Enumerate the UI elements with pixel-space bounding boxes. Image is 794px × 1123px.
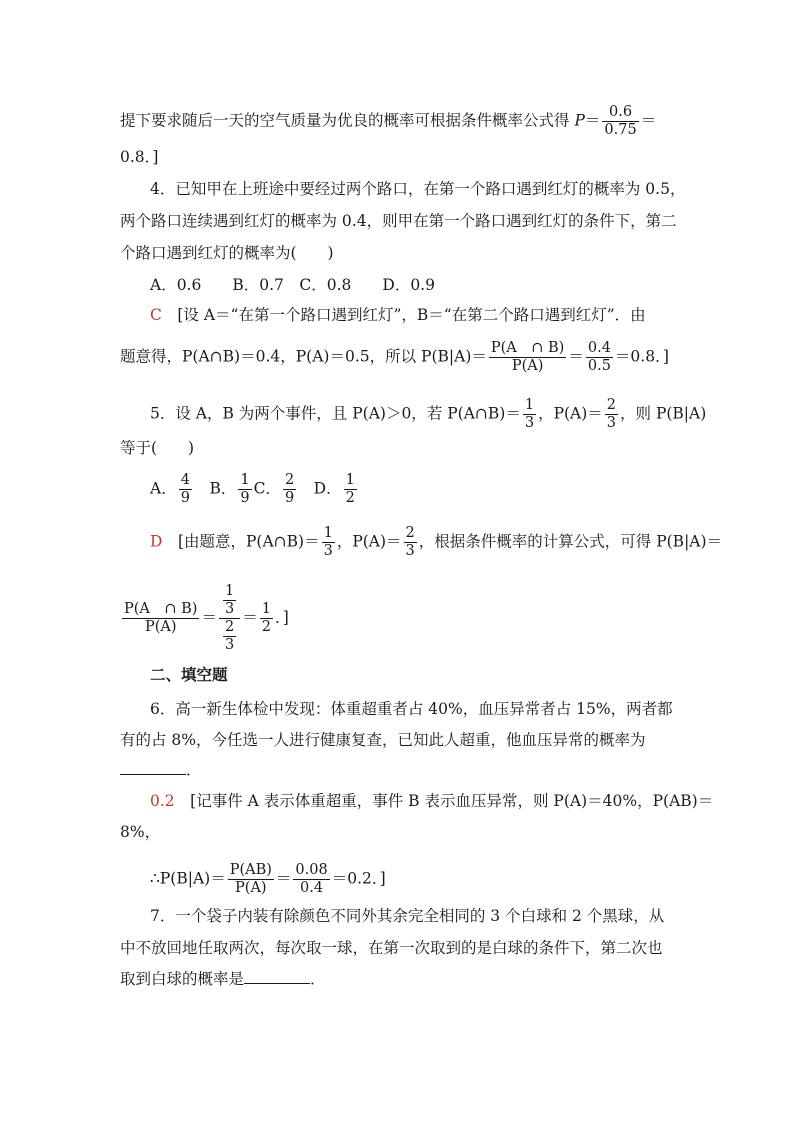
text: ，P(A)＝ [336,532,402,551]
denominator: 2 [261,619,271,635]
question-5-line-1 [150,397,706,432]
answer-blank [244,969,310,984]
numerator: 1 [240,472,250,488]
denominator: 0.75 [604,122,637,138]
fraction [260,601,273,636]
fraction [404,525,417,560]
text: [设 A＝“在第一个路口遇到红灯”，B＝“在第二个路口遇到红灯”．由 [161,306,646,324]
question-4-line-2: 两个路口连续遇到红灯的概率为 0.4，则甲在第一个路口遇到红灯的条件下，第二 [120,212,677,230]
numerator: 4 [180,472,190,488]
numerator [219,583,240,619]
text: 提下要求随后一天的空气质量为优良的概率可根据条件概率公式得 [120,111,570,130]
text: ＝0.8．] [614,347,669,366]
denominator: 9 [240,490,250,506]
fraction [605,397,618,432]
denominator: 9 [284,490,295,506]
numerator: 2 [284,472,295,488]
text: ＝0.2．] [331,869,386,888]
line-continuation [120,104,656,139]
denominator: 9 [180,490,190,506]
section-heading: 二、填空题 [150,665,228,684]
denominator: 3 [224,601,235,617]
equals: ＝ [201,608,217,627]
fraction [228,862,274,897]
fraction [293,862,329,897]
question-5-line-2: 等于( ) [120,439,195,457]
denominator: 3 [405,543,415,559]
text: ． [310,970,326,988]
denominator: 3 [606,415,617,431]
answer-blank [120,760,186,775]
var-p: P [574,111,585,130]
answer-letter: D [150,532,163,551]
answer-4-line-2 [120,340,669,375]
numerator: 2 [405,525,415,541]
option-a: A． [150,479,177,498]
text: ．] [274,608,289,627]
option-d: D． [298,479,342,498]
text: 取到白球的概率是 [120,970,245,988]
denominator: 0.4 [300,880,324,896]
fraction [586,340,613,375]
question-6-line-2: 有的占 8%，今任选一人进行健康复查，已知此人超重，他血压异常的概率为 [120,731,646,749]
question-7-line-2: 中不放回地任取两次，每次取一球，在第一次取到的是白球的条件下，第二次也 [120,939,663,957]
numerator: P(A ∩ B) [124,601,198,617]
equals: ＝ [242,608,258,627]
answer-letter: C [150,306,162,324]
answer-5-line-2 [120,583,289,654]
fraction [238,472,251,507]
complex-fraction [219,583,240,654]
numerator: 1 [261,601,271,617]
question-7-line-1: 7．一个袋子内装有除颜色不同外其余完全相同的 3 个白球和 2 个黑球，从 [150,907,665,925]
line-result: 0.8．] [120,148,159,166]
answer-4-line-1 [150,304,646,326]
question-4-options: A．0.6 B．0.7 C．0.8 D．0.9 [150,276,435,294]
denominator: 3 [323,543,333,559]
denominator [219,619,240,654]
text: ，P(A)＝ [538,404,603,423]
denominator: P(A) [235,880,267,896]
fraction [283,472,296,507]
equals: ＝ [568,347,584,366]
equals: ＝ [640,111,657,130]
question-4-line-1: 4．已知甲在上班途中要经过两个路口，在第一个路口遇到红灯的概率为 0.5， [150,180,686,198]
denominator: 3 [224,637,235,653]
denominator: P(A) [511,358,544,374]
answer-value: 0.2 [150,792,175,810]
answer-6-line-1 [150,790,713,812]
text: ∴P(B|A)＝ [150,869,226,888]
equals: ＝ [275,869,292,888]
fraction [344,472,357,507]
denominator: 2 [345,490,355,506]
equals: ＝ [584,111,601,130]
numerator: 1 [224,583,235,599]
answer-5-line-1 [150,525,722,560]
text: ，则 P(B|A) [620,404,707,423]
text: 题意得，P(A∩B)＝0.4，P(A)＝0.5，所以 P(B|A)＝ [120,347,487,366]
fraction [179,472,192,507]
fraction [322,525,335,560]
numerator: 0.4 [587,340,611,356]
answer-6-line-3 [150,862,386,897]
denominator: P(A) [144,619,177,635]
fraction [223,583,236,618]
denominator: 3 [524,415,535,431]
question-6-line-3 [120,759,202,781]
fraction [523,397,536,432]
denominator: 0.5 [587,358,611,374]
numerator: 2 [224,619,235,635]
numerator: 0.08 [295,862,328,878]
text: [由题意，P(A∩B)＝ [162,532,320,551]
fraction [223,619,236,654]
numerator: 2 [606,397,617,413]
text: 5．设 A，B 为两个事件，且 P(A)＞0，若 P(A∩B)＝ [150,404,521,423]
fraction [602,104,638,139]
text: [记事件 A 表示体重超重，事件 B 表示血压异常，则 P(A)＝40%，P(AB)＝ [174,792,714,810]
text: ． [186,761,202,779]
numerator: 0.6 [602,104,638,122]
question-7-line-3 [120,968,326,990]
answer-6-line-2: 8%， [120,823,161,841]
text: ，根据条件概率的计算公式，可得 P(B|A)＝ [418,532,723,551]
numerator: 1 [323,525,333,541]
numerator: P(A ∩ B) [490,340,565,356]
option-c: C． [253,479,281,498]
question-4-line-3: 个路口遇到红灯的概率为( ) [120,244,334,262]
fraction [122,601,199,636]
fraction [489,340,566,375]
option-b: B． [193,479,237,498]
numerator: 1 [345,472,355,488]
question-6-line-1: 6．高一新生体检中发现：体重超重者占 40%，血压异常者占 15%，两者都 [150,700,673,718]
numerator: P(AB) [229,862,272,878]
question-5-options [150,472,359,507]
numerator: 1 [524,397,535,413]
